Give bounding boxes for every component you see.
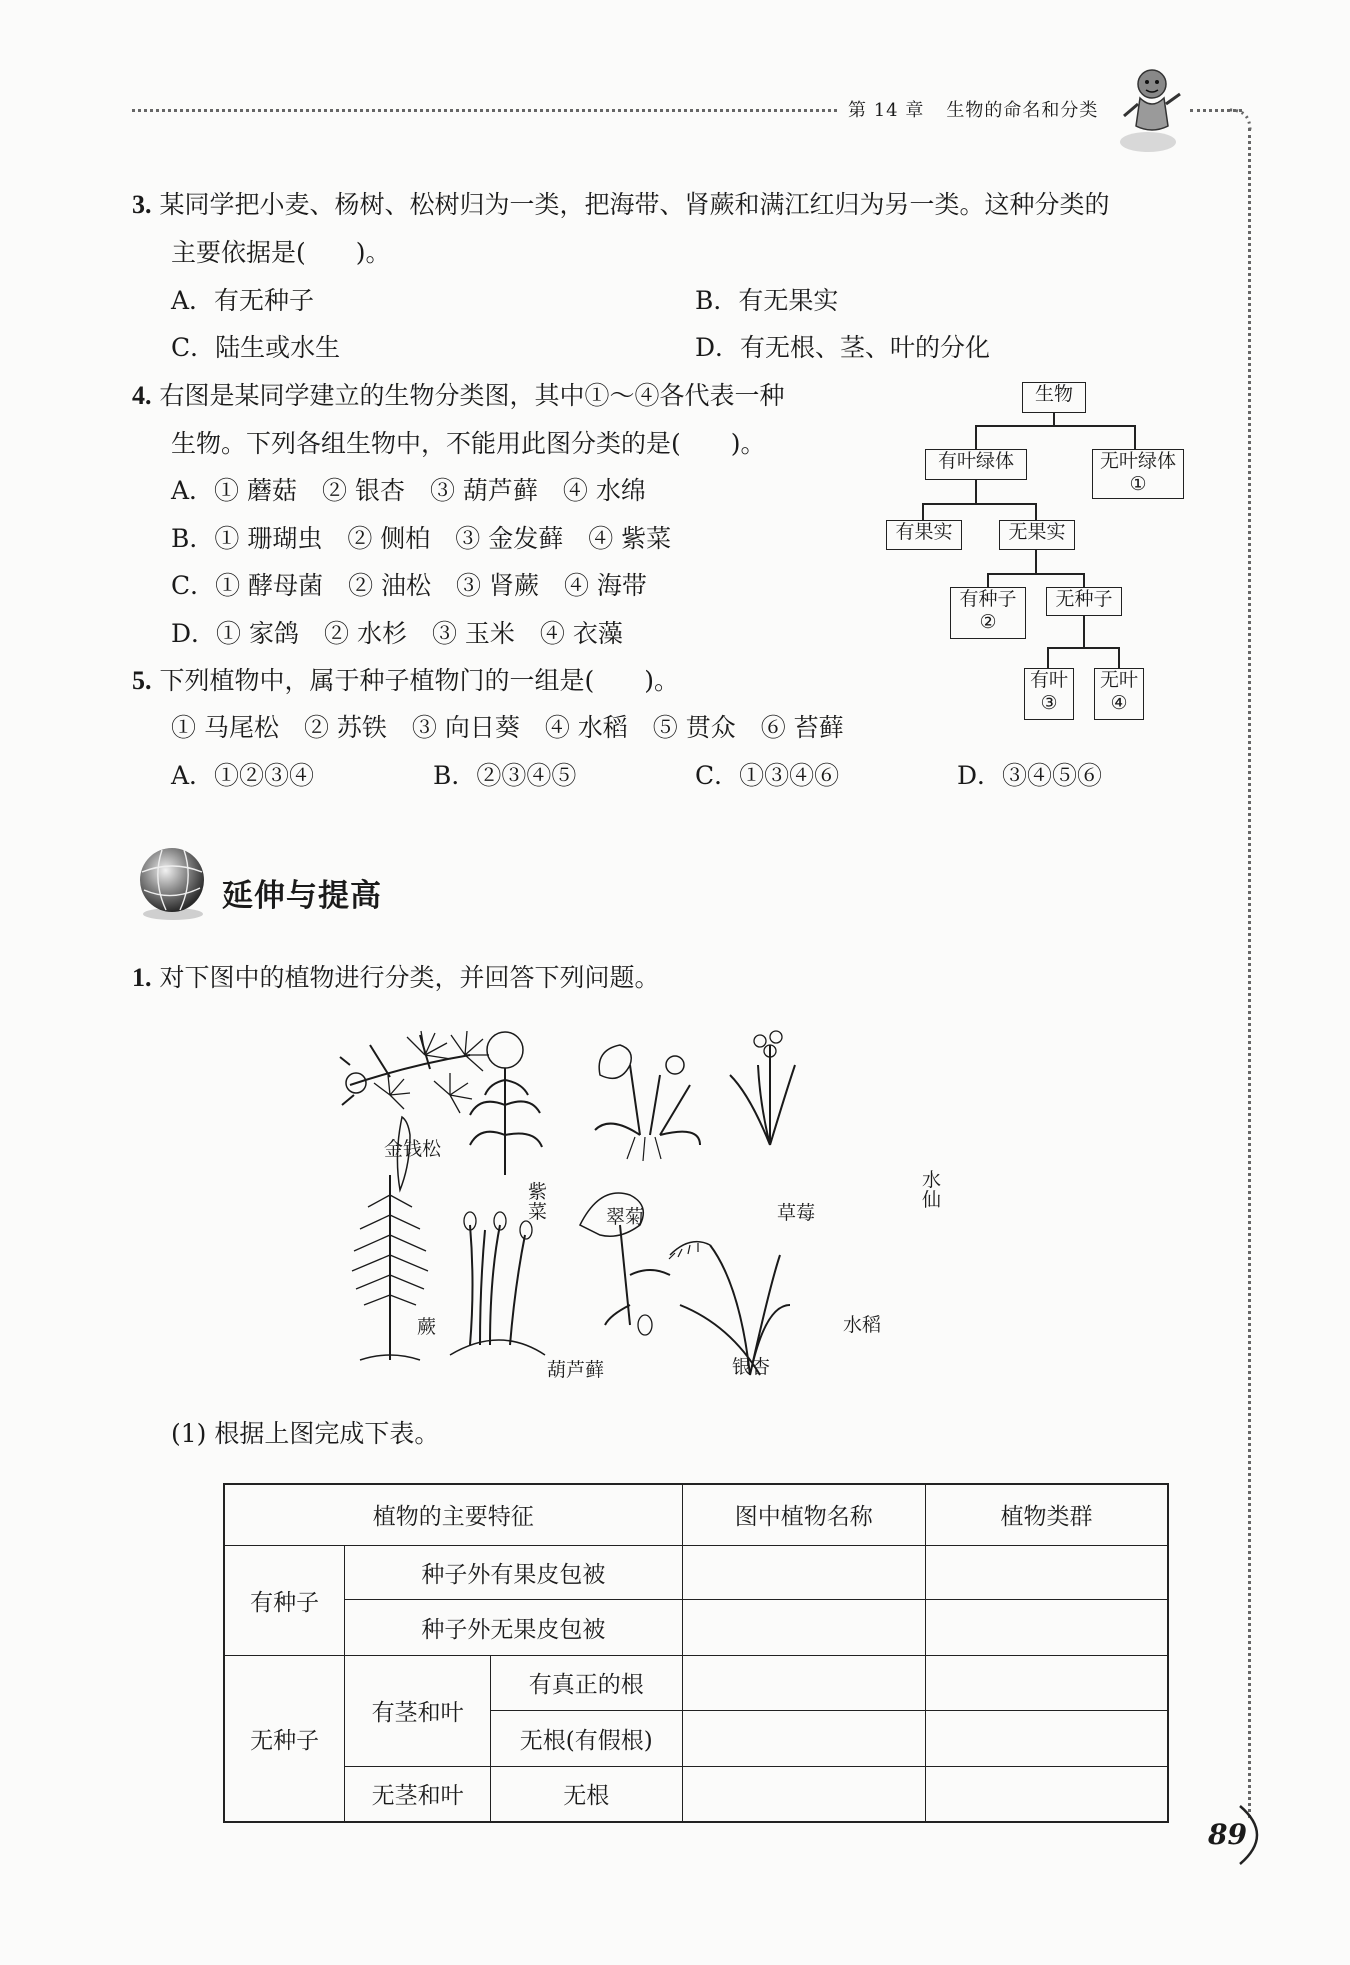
plant-label-china-aster: 翠菊: [606, 1206, 645, 1228]
table-header-row: [224, 1484, 1168, 1545]
header-plant-name: 图中植物名称: [682, 1484, 925, 1545]
plant-label-rice: 水稻: [843, 1314, 882, 1336]
china-aster-drawing: [470, 1032, 542, 1175]
header-plant-group: 植物类群: [926, 1484, 1169, 1545]
table-row: [224, 1545, 1168, 1599]
plant-label-cord-moss: 葫芦藓: [547, 1359, 605, 1381]
option-d: D．① 家鸽 ② 水杉 ③ 玉米 ④ 衣藻: [171, 619, 623, 648]
question-text: 下列植物中，属于种子植物门的一组是( )。: [159, 666, 679, 695]
question-3: [132, 192, 1109, 218]
running-header: [848, 96, 1098, 122]
option-c: C．陆生或水生: [171, 333, 341, 362]
table-row: [224, 1766, 1168, 1822]
plant-label-laver: 紫菜: [528, 1181, 548, 1223]
question-4-cont: 生物。下列各组生物中，不能用此图分类的是( )。: [171, 429, 766, 458]
header-dotted-rule: [132, 109, 837, 112]
plant-label-fern: 蕨: [417, 1316, 437, 1338]
table-row: [224, 1655, 1168, 1710]
cell-no-root-fake: 无根(有假根): [490, 1710, 682, 1766]
cell-seed-covered: 种子外有果皮包被: [345, 1545, 682, 1599]
tree-node-fruit-no: 无果实: [999, 520, 1075, 550]
question-text: 右图是某同学建立的生物分类图，其中①～④各代表一种: [159, 381, 785, 410]
golden-larch-drawing: [340, 1031, 489, 1113]
margin-dotted-rule: [1248, 128, 1251, 1818]
chapter-title: 生物的命名和分类: [946, 100, 1099, 121]
answer-cell[interactable]: [926, 1545, 1169, 1599]
tree-node-without-chlorophyll: 无叶绿体 ①: [1092, 449, 1184, 499]
question-3-cont: 主要依据是( )。: [171, 238, 391, 267]
option-d: D．③④⑤⑥: [957, 761, 1103, 790]
mascot-icon: [1118, 64, 1188, 156]
option-a: A．有无种子: [171, 286, 315, 315]
question-text: 对下图中的植物进行分类，并回答下列问题。: [159, 963, 660, 992]
tree-node-fruit-yes: 有果实: [886, 520, 962, 550]
tree-node-with-chlorophyll: 有叶绿体: [925, 449, 1027, 480]
answer-cell[interactable]: [682, 1599, 925, 1655]
question-5-items: ① 马尾松 ② 苏铁 ③ 向日葵 ④ 水稻 ⑤ 贯众 ⑥ 苔藓: [171, 713, 844, 742]
question-number: 4.: [132, 381, 152, 410]
table-row: [224, 1599, 1168, 1655]
option-d: D．有无根、茎、叶的分化: [695, 333, 991, 362]
plant-label-narcissus: 水仙: [922, 1169, 942, 1211]
tree-node-root: 生物: [1022, 382, 1086, 413]
cell-stem-leaf-no: 无茎和叶: [345, 1766, 491, 1822]
answer-cell[interactable]: [926, 1599, 1169, 1655]
answer-cell[interactable]: [682, 1766, 925, 1822]
option-c: C．①③④⑥: [695, 761, 840, 790]
option-a: A．① 蘑菇 ② 银杏 ③ 葫芦藓 ④ 水绵: [171, 476, 646, 505]
strawberry-drawing: [595, 1045, 700, 1161]
header-feature: 植物的主要特征: [224, 1484, 682, 1545]
plant-label-golden-larch: 金钱松: [384, 1138, 442, 1160]
cord-moss-drawing: [450, 1212, 545, 1355]
tree-node-leaf-no: 无叶 ④: [1094, 668, 1144, 720]
narcissus-drawing: [730, 1031, 795, 1145]
page-number-arc: [1230, 1800, 1280, 1870]
option-b: B．有无果实: [695, 286, 839, 315]
answer-cell[interactable]: [682, 1710, 925, 1766]
answer-cell[interactable]: [682, 1545, 925, 1599]
chapter-label: 第 14 章: [848, 100, 925, 121]
question-number: 1.: [132, 963, 152, 992]
globe-icon: [132, 842, 214, 924]
cell-seed-yes: 有种子: [224, 1545, 345, 1655]
question-text: 某同学把小麦、杨树、松树归为一类，把海带、肾蕨和满江红归为另一类。这种分类的: [159, 190, 1110, 219]
option-c: C．① 酵母菌 ② 油松 ③ 肾蕨 ④ 海带: [171, 571, 647, 600]
plant-label-strawberry: 草莓: [777, 1202, 816, 1224]
question-4: [132, 383, 784, 409]
tree-node-leaf-yes: 有叶 ③: [1024, 668, 1074, 720]
option-b: B．① 珊瑚虫 ② 侧柏 ③ 金发藓 ④ 紫菜: [171, 524, 672, 553]
cell-seed-no: 无种子: [224, 1655, 345, 1822]
sub-question-1: (1) 根据上图完成下表。: [171, 1419, 440, 1448]
extension-question-1: [132, 965, 659, 991]
option-b: B．②③④⑤: [433, 761, 577, 790]
rice-drawing: [669, 1242, 790, 1375]
question-number: 3.: [132, 190, 152, 219]
tree-node-seed-yes: 有种子 ②: [950, 587, 1026, 639]
answer-cell[interactable]: [926, 1710, 1169, 1766]
page-number: 89: [1208, 1818, 1247, 1851]
question-number: 5.: [132, 666, 152, 695]
classification-table: [223, 1483, 1169, 1823]
cell-no-root: 无根: [490, 1766, 682, 1822]
section-title: 延伸与提高: [222, 878, 382, 914]
answer-cell[interactable]: [926, 1655, 1169, 1710]
answer-cell[interactable]: [682, 1655, 925, 1710]
cell-seed-naked: 种子外无果皮包被: [345, 1599, 682, 1655]
cell-true-root: 有真正的根: [490, 1655, 682, 1710]
cell-stem-leaf-yes: 有茎和叶: [345, 1655, 491, 1766]
answer-cell[interactable]: [926, 1766, 1169, 1822]
tree-node-seed-no: 无种子: [1046, 587, 1122, 616]
option-a: A．①②③④: [171, 761, 315, 790]
plant-label-ginkgo: 银杏: [732, 1356, 771, 1378]
question-5: [132, 668, 679, 694]
